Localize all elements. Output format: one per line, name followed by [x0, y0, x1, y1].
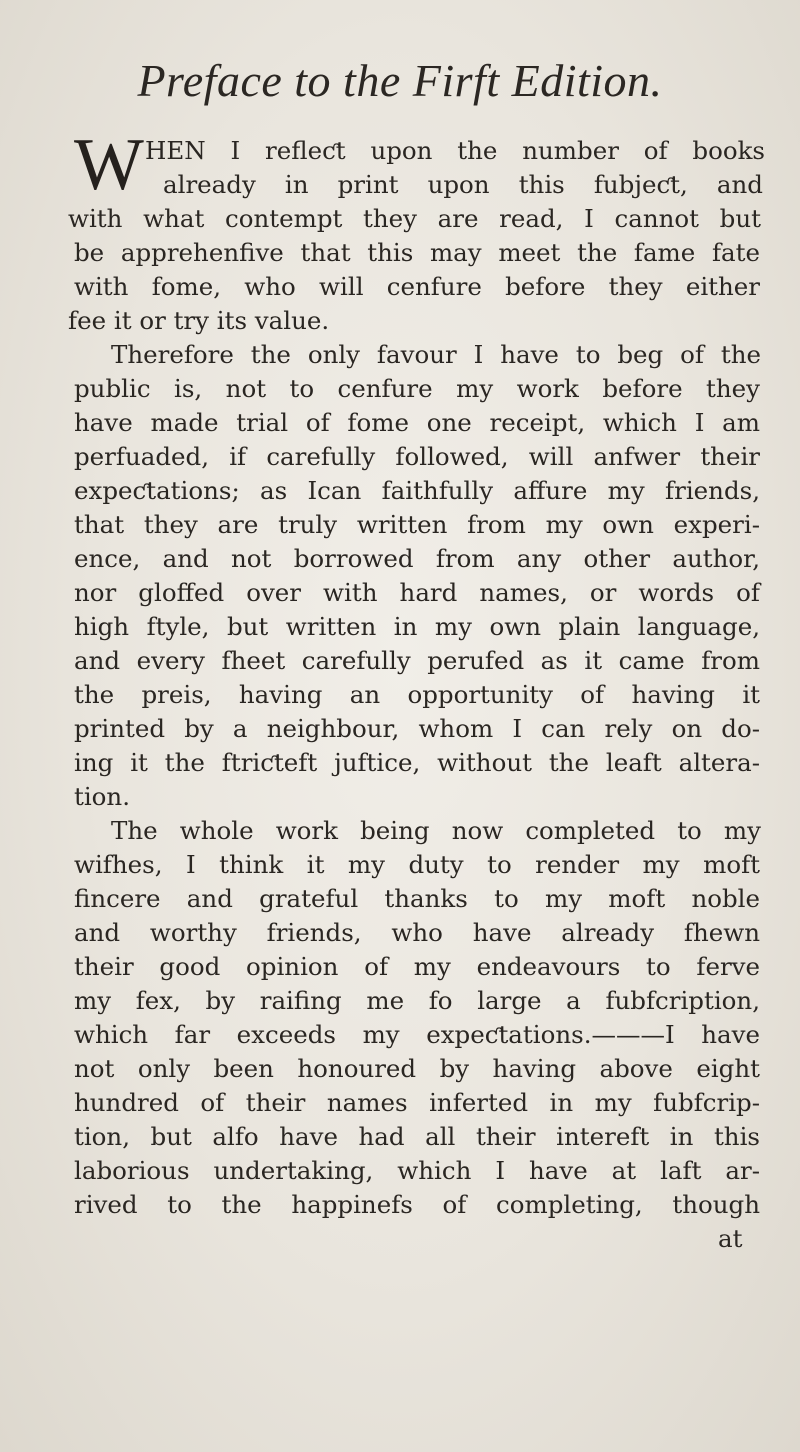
text-line: which far exceeds my expeƈtations.———I have	[74, 1020, 760, 1049]
text-line: and every fheet carefully perufed as it came from	[74, 646, 760, 675]
text-line: fincere and grateful thanks to my moft noble	[74, 884, 760, 913]
text-line: already in print upon this fubjeƈt, and	[163, 170, 763, 199]
text-line: my fex, by raifing me fo large a fubfcription,	[74, 986, 760, 1015]
text-line: tion.	[74, 782, 130, 811]
text-line: laborious undertaking, which I have at laft ar-	[74, 1156, 760, 1185]
text-line: ence, and not borrowed from any other author,	[74, 544, 760, 573]
catchword: at	[718, 1224, 743, 1253]
text-line: with what contempt they are read, I cannot but	[68, 204, 761, 233]
text-line: hundred of their names inferted in my fubfcrip-	[74, 1088, 760, 1117]
text-line: The whole work being now completed to my	[111, 816, 761, 845]
text-line: be apprehenfive that this may meet the fame fate	[74, 238, 760, 267]
text-line: perfuaded, if carefully followed, will anfwer their	[74, 442, 760, 471]
text-line: wifhes, I think it my duty to render my moft	[74, 850, 760, 879]
text-line: their good opinion of my endeavours to ferve	[74, 952, 760, 981]
text-line: with fome, who will cenfure before they either	[74, 272, 760, 301]
text-line: expeƈtations; as Ican faithfully affure my friends,	[74, 476, 760, 505]
text-line: rived to the happinefs of completing, though	[74, 1190, 760, 1219]
text-line: printed by a neighbour, whom I can rely on do-	[74, 714, 760, 743]
text-line: ing it the ftriƈteft juftice, without the leaft altera-	[74, 748, 760, 777]
text-line: and worthy friends, who have already fhewn	[74, 918, 760, 947]
text-line: Therefore the only favour I have to beg of the	[111, 340, 761, 369]
text-line: that they are truly written from my own experi-	[74, 510, 760, 539]
text-line: the preis, having an opportunity of having it	[74, 680, 760, 709]
text-line: have made trial of fome one receipt, which I am	[74, 408, 760, 437]
text-line: tion, but alfo have had all their intereft in this	[74, 1122, 760, 1151]
page-heading: Preface to the Firft Edition.	[137, 55, 663, 106]
text-line: not only been honoured by having above eight	[74, 1054, 760, 1083]
text-line: fee it or try its value.	[68, 306, 330, 335]
text-line: public is, not to cenfure my work before they	[74, 374, 760, 403]
text-line: high ftyle, but written in my own plain language,	[74, 612, 760, 641]
text-line: HEN I refleƈt upon the number of books	[145, 136, 765, 165]
drop-cap: W	[74, 124, 144, 206]
text-line: nor gloffed over with hard names, or words of	[74, 578, 760, 607]
